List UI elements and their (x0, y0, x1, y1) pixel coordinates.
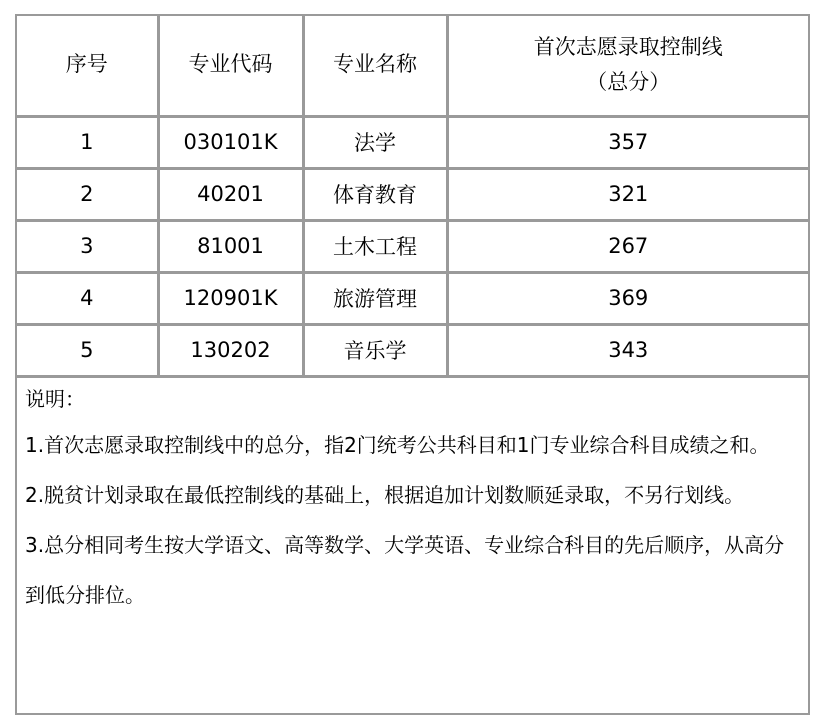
table-body (17, 116, 808, 376)
header-control-score-line2: （总分） (586, 70, 671, 95)
notes-section (17, 378, 808, 620)
score-table (17, 16, 808, 378)
cell-major-name: 音乐学 (303, 324, 447, 376)
cell-major-name: 土木工程 (303, 220, 447, 272)
table-header (17, 16, 808, 116)
cell-major-name: 法学 (303, 116, 447, 168)
header-major-code: 专业代码 (158, 16, 303, 116)
table-row (17, 116, 808, 168)
cell-major-name: 旅游管理 (303, 272, 447, 324)
cell-major-code: 130202 (158, 324, 303, 376)
table-row (17, 168, 808, 220)
table-row (17, 272, 808, 324)
cell-index: 1 (17, 116, 158, 168)
header-row (17, 16, 808, 116)
cell-major-code: 81001 (158, 220, 303, 272)
cell-index: 5 (17, 324, 158, 376)
admission-score-sheet (15, 14, 810, 715)
cell-major-code: 030101K (158, 116, 303, 168)
cell-index: 4 (17, 272, 158, 324)
cell-control-score: 321 (447, 168, 808, 220)
note-item-3: 3.总分相同考生按大学语文、高等数学、大学英语、专业综合科目的先后顺序，从高分到低分排位。 (25, 532, 785, 607)
cell-index: 3 (17, 220, 158, 272)
cell-major-code: 120901K (158, 272, 303, 324)
note-item-1: 1.首次志愿录取控制线中的总分，指2门统考公共科目和1门专业综合科目成绩之和。 (25, 432, 770, 457)
header-control-score-line1: 首次志愿录取控制线 (533, 34, 723, 59)
cell-control-score: 343 (447, 324, 808, 376)
cell-index: 2 (17, 168, 158, 220)
cell-control-score: 357 (447, 116, 808, 168)
notes-title: 说明： (25, 386, 85, 411)
cell-major-code: 40201 (158, 168, 303, 220)
note-item-2: 2.脱贫计划录取在最低控制线的基础上，根据追加计划数顺延录取，不另行划线。 (25, 482, 745, 507)
cell-major-name: 体育教育 (303, 168, 447, 220)
table-row (17, 220, 808, 272)
header-control-score (447, 16, 808, 116)
table-row (17, 324, 808, 376)
header-major-name: 专业名称 (303, 16, 447, 116)
cell-control-score: 369 (447, 272, 808, 324)
header-index: 序号 (17, 16, 158, 116)
cell-control-score: 267 (447, 220, 808, 272)
